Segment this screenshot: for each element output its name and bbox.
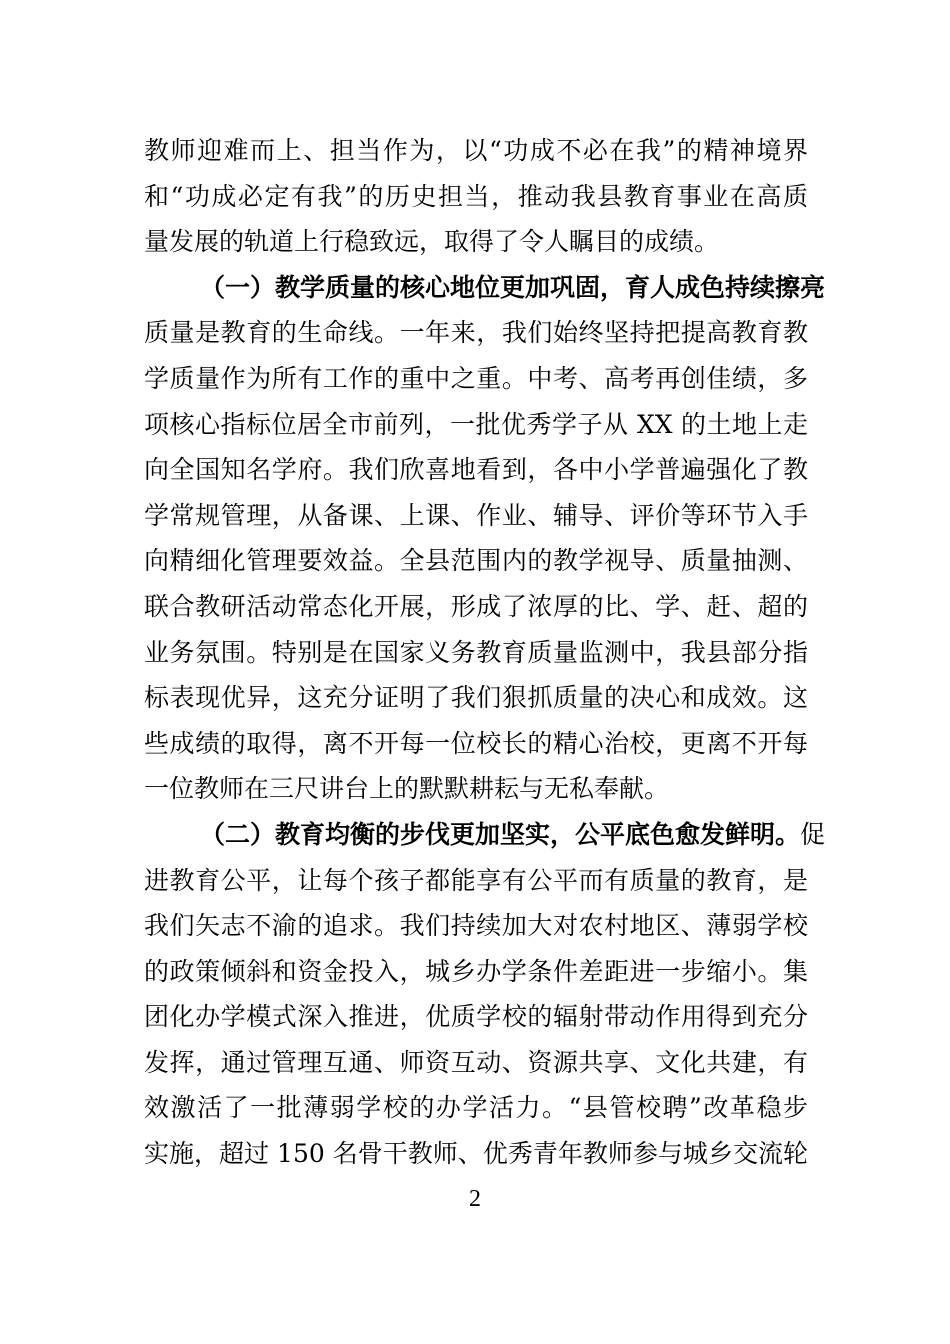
text-line xyxy=(144,584,808,630)
text-line xyxy=(144,310,808,356)
heading-text: （一）教学质量的核心地位更加巩固，育人成色持续擦亮 xyxy=(200,272,826,302)
text-line xyxy=(144,1131,808,1177)
text-line xyxy=(144,721,808,767)
line-text: 向全国知名学府。我们欣喜地看到，各中小学普遍强化了教 xyxy=(144,455,808,485)
body-text xyxy=(144,128,826,1177)
line-text: 进教育公平，让每个孩子都能享有公平而有质量的教育，是 xyxy=(144,865,808,895)
text-line xyxy=(144,994,808,1040)
text-line xyxy=(144,630,808,676)
text-line xyxy=(144,493,808,539)
line-text: 些成绩的取得，离不开每一位校长的精心治校，更离不开每 xyxy=(144,728,808,758)
line-text: 和“功成必定有我”的历史担当，推动我县教育事业在高质 xyxy=(144,181,808,211)
text-line xyxy=(144,174,808,220)
text-line xyxy=(144,538,808,584)
line-text: 效激活了一批薄弱学校的办学活力。“县管校聘”改革稳步 xyxy=(144,1093,808,1123)
section-heading-1 xyxy=(144,265,826,311)
line-text: 促 xyxy=(800,819,826,849)
text-line xyxy=(144,219,808,265)
line-text: 业务氛围。特别是在国家义务教育质量监测中，我县部分指 xyxy=(144,637,808,667)
text-line xyxy=(144,128,808,174)
line-text: 标表现优异，这充分证明了我们狠抓质量的决心和成效。这 xyxy=(144,683,808,713)
text-line xyxy=(144,949,808,995)
heading-text: （二）教育均衡的步伐更加坚实，公平底色愈发鲜明。 xyxy=(200,819,801,849)
line-text: 我们矢志不渝的追求。我们持续加大对农村地区、薄弱学校 xyxy=(144,911,808,941)
line-text: 学常规管理，从备课、上课、作业、辅导、评价等环节入手 xyxy=(144,500,808,530)
text-line xyxy=(144,1085,808,1131)
line-text: 一位教师在三尺讲台上的默默耕耘与无私奉献。 xyxy=(144,774,670,804)
line-text: 发挥，通过管理互通、师资互动、资源共享、文化共建，有 xyxy=(144,1047,808,1077)
section-heading-2 xyxy=(144,812,826,858)
line-text: 的政策倾斜和资金投入，城乡办学条件差距进一步缩小。集 xyxy=(144,956,808,986)
text-line xyxy=(144,402,808,448)
text-line xyxy=(144,1040,808,1086)
text-line xyxy=(144,903,808,949)
line-text: 项核心指标位居全市前列，一批优秀学子从 XX 的土地上走 xyxy=(144,409,808,439)
line-text: 团化办学模式深入推进，优质学校的辐射带动作用得到充分 xyxy=(144,1002,808,1032)
line-text: 学质量作为所有工作的重中之重。中考、高考再创佳绩，多 xyxy=(144,363,808,393)
text-line xyxy=(144,356,808,402)
text-line xyxy=(144,447,808,493)
line-text: 量发展的轨道上行稳致远，取得了令人瞩目的成绩。 xyxy=(144,227,720,257)
text-line xyxy=(144,675,808,721)
text-line xyxy=(144,858,808,904)
line-text: 联合教研活动常态化开展，形成了浓厚的比、学、赶、超的 xyxy=(144,591,808,621)
line-text: 向精细化管理要效益。全县范围内的教学视导、质量抽测、 xyxy=(144,546,808,576)
line-text: 质量是教育的生命线。一年来，我们始终坚持把提高教育教 xyxy=(144,318,808,348)
page-number: 2 xyxy=(469,1186,481,1212)
line-text: 教师迎难而上、担当作为，以“功成不必在我”的精神境界 xyxy=(144,136,808,165)
text-line xyxy=(144,766,808,812)
line-text: 实施，超过 150 名骨干教师、优秀青年教师参与城乡交流轮 xyxy=(144,1139,808,1169)
